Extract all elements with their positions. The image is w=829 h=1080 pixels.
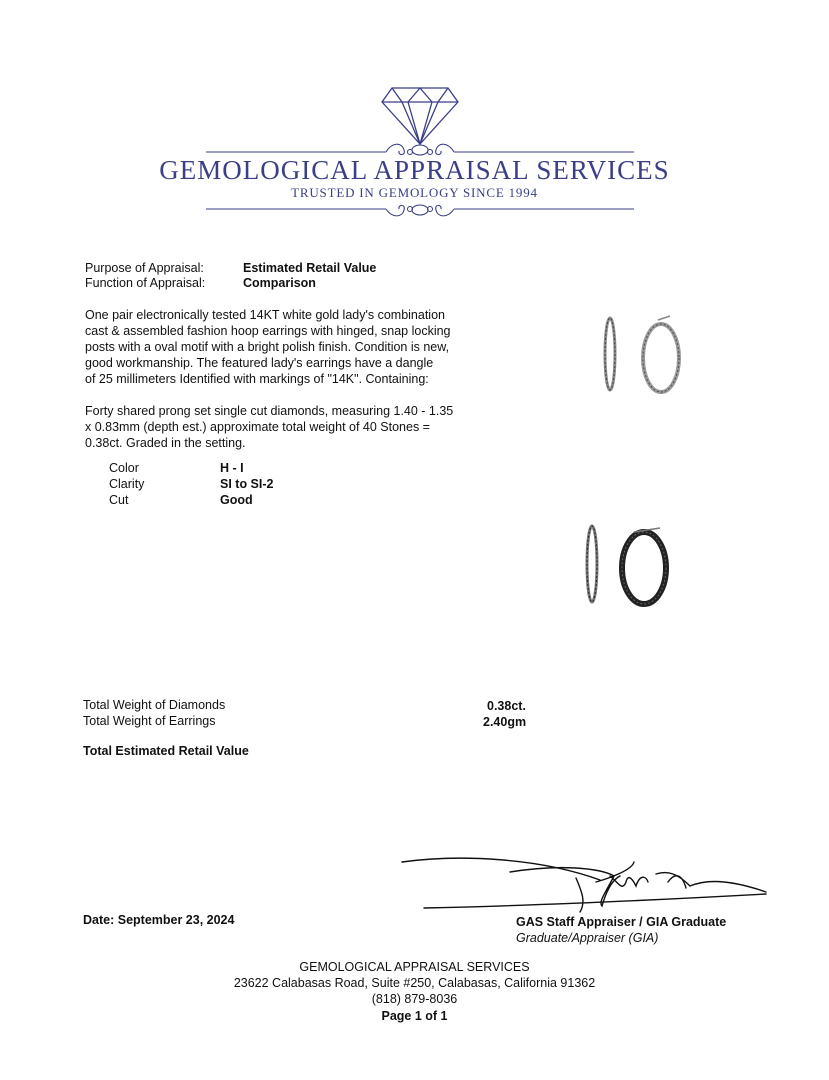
grade-cut-value: Good [220,493,253,507]
footer-phone: (818) 879-8036 [371,992,458,1006]
page-number: Page 1 of 1 [381,1009,448,1023]
function-label: Function of Appraisal: [85,276,206,290]
description-line: posts with a oval motif with a bright polish finish. Condition is new, [85,340,450,354]
scroll-ornament-bottom [206,200,634,220]
total-earrings-label: Total Weight of Earrings [83,714,216,728]
signature-image [400,852,770,922]
diamond-line: 0.38ct. Graded in the setting. [85,436,246,450]
diamond-line: x 0.83mm (depth est.) approximate total weight of 40 Stones = [85,420,430,434]
appraisal-date: Date: September 23, 2024 [83,913,235,927]
grade-clarity-label: Clarity [109,477,145,491]
company-title: GEMOLOGICAL APPRAISAL SERVICES [159,155,670,185]
footer-company: GEMOLOGICAL APPRAISAL SERVICES [299,960,530,974]
appraiser-title: GAS Staff Appraiser / GIA Graduate [516,915,727,929]
total-retail-label: Total Estimated Retail Value [83,744,249,758]
description-line: cast & assembled fashion hoop earrings with hinged, snap locking [85,324,451,338]
grade-color-label: Color [109,461,139,475]
total-diamonds-label: Total Weight of Diamonds [83,698,226,712]
diamond-icon [380,86,460,146]
footer-address: 23622 Calabasas Road, Suite #250, Calabasas, California 91362 [233,976,596,990]
total-diamonds-value: 0.38ct. [487,699,526,713]
diamond-description [85,403,495,451]
grade-clarity-value: SI to SI-2 [220,477,274,491]
description-line: of 25 millimeters Identified with markings of "14K". Containing: [85,372,429,386]
diamond-line: Forty shared prong set single cut diamonds, measuring 1.40 - 1.35 [85,404,454,418]
description-line: One pair electronically tested 14KT white gold lady's combination [85,308,445,322]
function-value: Comparison [243,276,316,290]
earrings-photo-top [598,312,688,396]
company-tagline: TRUSTED IN GEMOLOGY SINCE 1994 [291,185,538,200]
item-description [85,307,495,387]
earrings-photo-bottom [580,520,690,610]
purpose-value: Estimated Retail Value [243,261,377,275]
purpose-label: Purpose of Appraisal: [85,261,204,275]
grade-color-value: H - I [220,461,244,475]
total-earrings-value: 2.40gm [483,715,527,729]
description-line: good workmanship. The featured lady's earrings have a dangle [85,356,434,370]
grade-cut-label: Cut [109,493,129,507]
appraiser-subtitle: Graduate/Appraiser (GIA) [516,931,659,945]
